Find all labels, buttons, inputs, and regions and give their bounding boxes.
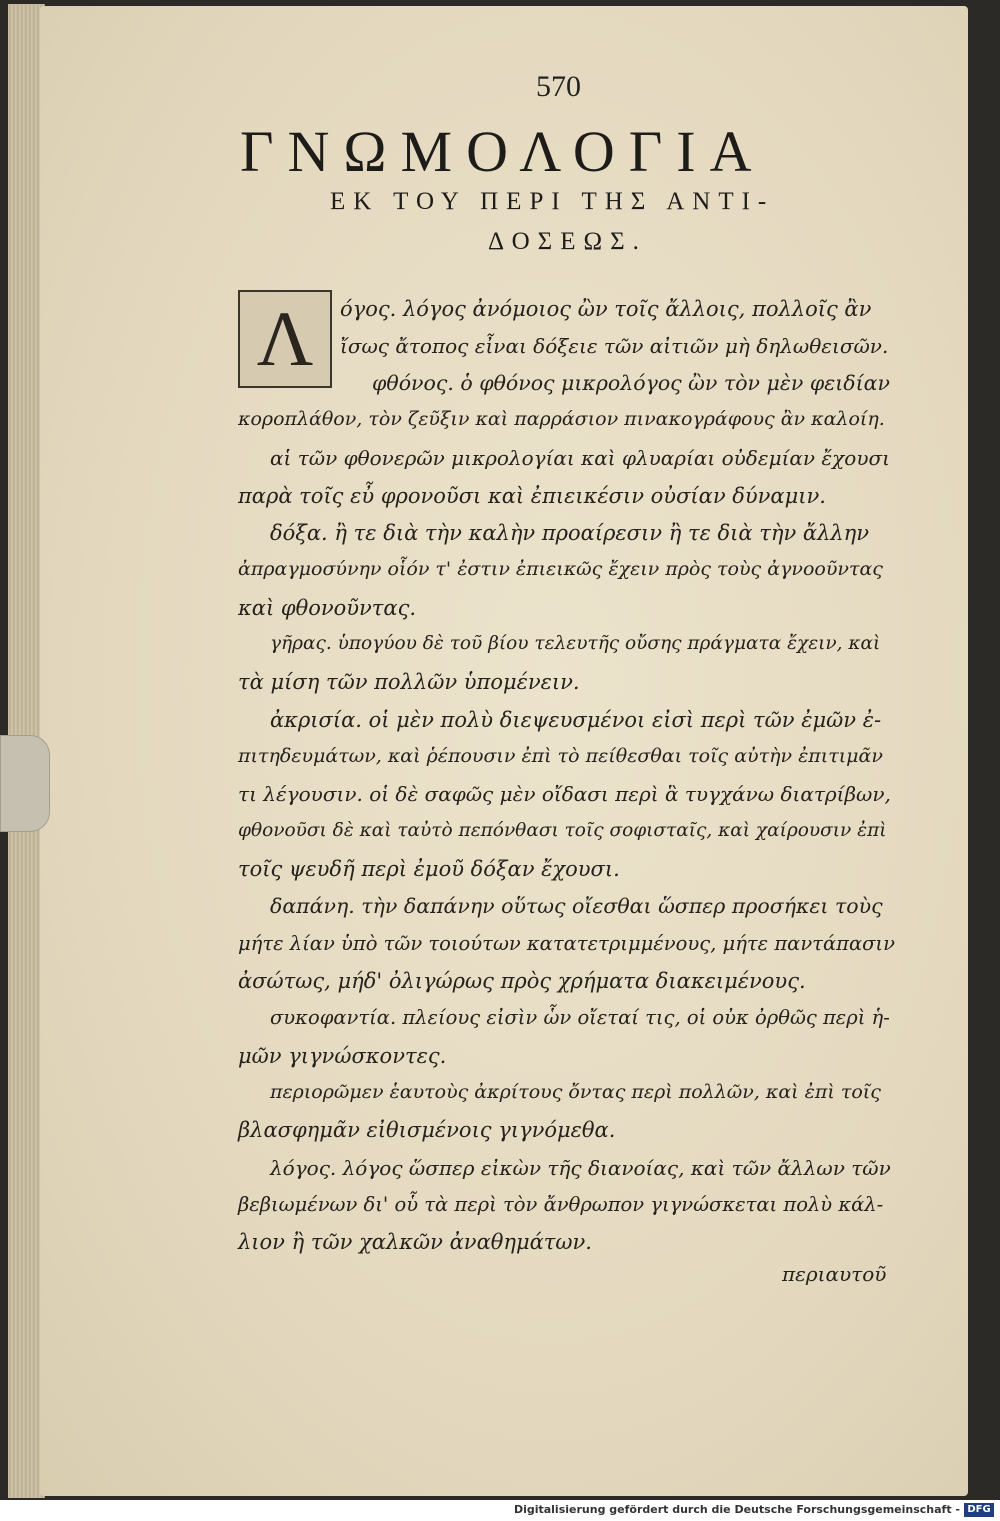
text-line: ἀκρισία. οἱ μὲν πολὺ διεψευσμένοι εἰσὶ περὶ τῶν ἐμῶν ἐ- <box>270 708 882 732</box>
subtitle-line-1: ΕΚ ΤΟΥ ΠΕΡΙ ΤΗΣ ΑΝΤΙ- <box>330 188 775 215</box>
text-line: γῆρας. ὑπογύου δὲ τοῦ βίου τελευτῆς οὔσης πράγματα ἔχειν, καὶ <box>270 633 881 654</box>
text-line: ἀσώτως, μήδ' ὀλιγώρως πρὸς χρήματα διακειμένους. <box>238 969 806 993</box>
text-line: βλασφημᾶν εἰθισμένοις γιγνόμεθα. <box>238 1118 616 1142</box>
text-line: ἴσως ἄτοπος εἶναι δόξειε τῶν αἰτιῶν μὴ δηλωθεισῶν. <box>340 334 889 358</box>
text-line: καὶ φθονοῦντας. <box>238 596 417 620</box>
text-line: λιον ἢ τῶν χαλκῶν ἀναθημάτων. <box>238 1230 592 1254</box>
page-number: 570 <box>536 70 581 103</box>
text-line: λόγος. λόγος ὥσπερ εἰκὼν τῆς διανοίας, καὶ τῶν ἄλλων τῶν <box>270 1156 891 1180</box>
page-title: ΓΝΩΜΟΛΟΓΙΑ <box>240 119 766 184</box>
text-line: πιτηδευμάτων, καὶ ῥέπουσιν ἐπὶ τὸ πείθεσθαι τοῖς αὐτὴν ἐπιτιμᾶν <box>238 745 883 767</box>
text-line: τι λέγουσιν. οἱ δὲ σαφῶς μὲν οἴδασι περὶ ἃ τυγχάνω διατρίβων, <box>238 782 891 806</box>
text-line: ἀπραγμοσύνην οἷόν τ' ἐστιν ἐπιεικῶς ἔχειν πρὸς τοὺς ἀγνοοῦντας <box>238 558 883 580</box>
initial-letter: Λ <box>256 295 314 382</box>
text-line: τὰ μίση τῶν πολλῶν ὑπομένειν. <box>238 670 580 694</box>
dfg-logo: DFG <box>964 1503 994 1517</box>
text-line: βεβιωμένων δι' οὗ τὰ περὶ τὸν ἄνθρωπον γιγνώσκεται πολὺ κάλ- <box>238 1193 884 1216</box>
text-line: μῶν γιγνώσκοντες. <box>238 1044 447 1068</box>
text-line: αἱ τῶν φθονερῶν μικρολογίαι καὶ φλυαρίαι οὐδεμίαν ἔχουσι <box>270 446 890 470</box>
text-line: τοῖς ψευδῆ περὶ ἐμοῦ δόξαν ἔχουσι. <box>238 857 620 881</box>
subtitle-line-2: ΔΟΣΕΩΣ. <box>488 228 647 255</box>
text-line: δαπάνη. τὴν δαπάνην οὕτως οἴεσθαι ὥσπερ προσήκει τοὺς <box>270 894 883 918</box>
bookmark-tab <box>0 735 50 832</box>
text-line: φθονοῦσι δὲ καὶ ταὐτὸ πεπόνθασι τοῖς σοφισταῖς, καὶ χαίρουσιν ἐπὶ <box>238 820 887 841</box>
text-line: παρὰ τοῖς εὖ φρονοῦσι καὶ ἐπιεικέσιν οὐσίαν δύναμιν. <box>238 484 826 508</box>
footer-credit: Digitalisierung gefördert durch die Deutsche Forschungsgemeinschaft - <box>513 1503 960 1516</box>
text-line: φθόνος. ὁ φθόνος μικρολόγος ὢν τὸν μὲν φειδίαν <box>372 371 890 395</box>
text-line: περιορῶμεν ἑαυτοὺς ἀκρίτους ὄντας περὶ πολλῶν, καὶ ἐπὶ τοῖς <box>270 1081 881 1103</box>
decorated-initial <box>238 290 332 388</box>
footer-bar <box>0 1500 1000 1521</box>
text-line: όγος. λόγος ἀνόμοιος ὢν τοῖς ἄλλοις, πολλοῖς ἂν <box>340 297 872 321</box>
text-line: δόξα. ἢ τε διὰ τὴν καλὴν προαίρεσιν ἢ τε διὰ τὴν ἄλλην <box>270 521 870 545</box>
text-line: μήτε λίαν ὑπὸ τῶν τοιούτων κατατετριμμένους, μήτε παντάπασιν <box>238 932 895 955</box>
catchword: περιαυτοῦ <box>782 1262 887 1286</box>
text-line: κοροπλάθον, τὸν ζεῦξιν καὶ παρράσιον πινακογράφους ἂν καλοίη. <box>238 408 885 430</box>
text-line: συκοφαντία. πλείους εἰσὶν ὧν οἴεταί τις, οἱ οὐκ ὀρθῶς περὶ ἡ- <box>270 1006 890 1029</box>
